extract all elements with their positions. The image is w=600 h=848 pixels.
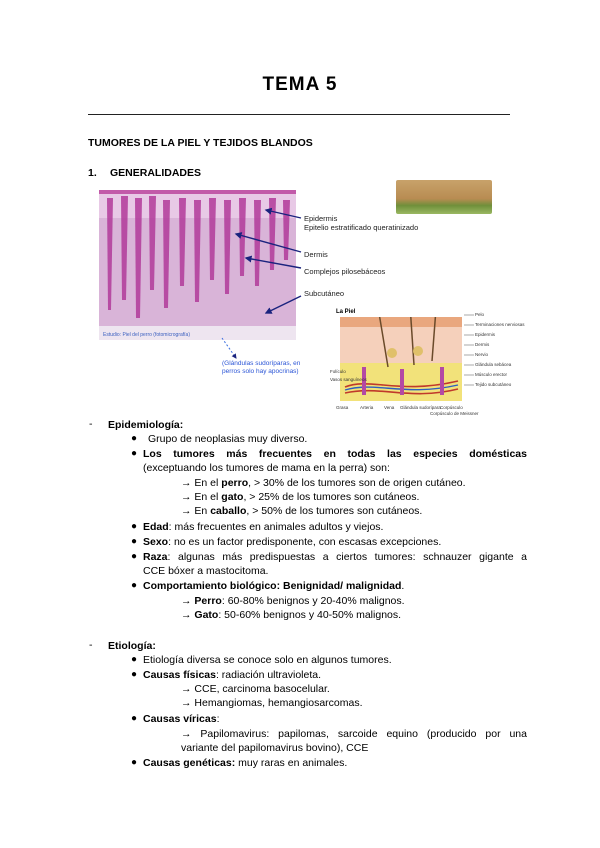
title-divider [88,114,510,115]
diagram-label-1: Terminaciones nerviosas [475,322,525,327]
skin-diagram [330,293,526,415]
bold-term: Edad [143,521,169,533]
diagram-label-3: Dermis [475,342,490,347]
line-rest: : no es un factor predisponente, con escasas excepciones. [168,536,442,548]
skin-figure [96,178,526,416]
dog-photo [396,180,492,214]
dash-marker: - [89,418,93,430]
bold-term: Sexo [143,536,169,548]
epi-item-2-rest: (exceptuando los tumores de mama en la perra) son: [143,462,390,474]
epi-item-2-bold: Los tumores más frecuentes en todas las especies domésticas [143,448,527,460]
diagram-label-8: Folículo [330,369,346,374]
eti-fisicas-b: → Hemangiomas, hemangiosarcomas. [181,697,363,709]
epi-gato-2 [181,608,401,622]
diagram-label-12: Vena [384,405,395,410]
arrow-prefix: → En el [181,491,222,503]
arrow-prefix: → [181,595,195,607]
glandulas-line-2: perros solo hay apocrinas) [222,368,299,375]
bullet: ● [131,433,138,444]
diagram-label-10: Grasa [336,405,349,410]
diagram-label-15: Corpúsculo de Meissner [430,411,479,416]
line-rest: : 50-60% benignos y 40-50% malignos. [218,609,402,621]
eti-viricas-a2: variante del papilomavirus bovino), CCE [181,742,369,754]
eti-fisicas-a: → CCE, carcinoma basocelular. [181,683,330,695]
line-rest: . [401,580,405,592]
epi-item-1: Grupo de neoplasias muy diverso. [148,433,308,445]
arrow-prefix: → En el [181,477,222,489]
epi-sexo [143,535,441,549]
line-rest: : 60-80% benignos y 20-40% malignos. [221,595,405,607]
page-title: TEMA 5 [262,74,338,95]
bold-term: Gato [194,609,219,621]
label-complejos: Complejos pilosebáceos [304,267,386,276]
epidemiologia-heading: Epidemiología: [108,419,184,431]
eti-geneticas [143,756,347,770]
label-epidermis: Epidermis [304,214,338,223]
etiologia-heading: Etiología: [108,640,156,652]
epi-caballo [181,504,422,518]
label-dermis: Dermis [304,250,328,259]
line-rest: : algunas más predispuestas a ciertos tumores: schnauzer gigante a [167,551,527,563]
bullet: ● [131,536,138,547]
diagram-label-2: Epidermis [475,332,496,337]
epi-gato [181,490,419,504]
bullet: ● [131,448,138,459]
glandulas-line-1: (Glándulas sudoríparas, en [222,360,301,367]
arrow-prefix: → En [181,505,211,517]
bold-term: Comportamiento biológico: Benignidad/ malignidad [143,580,402,592]
bullet: ● [131,521,138,532]
diagram-label-14: Corpúsculo [440,405,463,410]
bold-term: perro [221,477,249,489]
diagram-label-0: Pelo [475,312,485,317]
bold-term: Causas físicas [143,669,216,681]
epi-perro [181,476,466,490]
arrow-prefix: → [181,609,195,621]
bullet: ● [131,669,138,680]
section-label: GENERALIDADES [110,167,202,179]
diagram-label-7: Tejido subcutáneo [475,382,512,387]
bold-term: Raza [143,551,168,563]
epi-edad [143,520,383,534]
diagram-label-9: Vasos sanguíneos [330,377,367,382]
bullet: ● [131,757,138,768]
label-epitelio: Epitelio estratificado queratinizado [304,223,419,232]
bullet: ● [131,551,138,562]
epi-raza [143,550,527,564]
diagram-label-5: Glándula sebácea [475,362,512,367]
dash-marker: - [89,639,93,651]
bold-term: caballo [210,505,247,517]
bold-term: gato [221,491,244,503]
line-rest: , > 50% de los tumores son cutáneos. [246,505,423,517]
bullet: ● [131,654,138,665]
bold-term: Causas víricas [143,713,217,725]
label-arrows [96,178,316,378]
eti-fisicas [143,668,321,682]
section-number: 1. [88,167,97,179]
histology-caption: Estudio: Piel del perro (fotomicrografía) [103,332,190,338]
line-rest: , > 25% de los tumores son cutáneos. [243,491,420,503]
skin-block [340,317,462,401]
bullet: ● [131,713,138,724]
diagram-label-11: Arteria [360,405,374,410]
bold-term: Perro [194,595,222,607]
epi-raza-2: CCE bóxer a mastocitoma. [143,565,269,577]
diagram-label-6: Músculo erector [475,372,508,377]
eti-viricas [143,712,219,726]
line-rest: : [216,713,220,725]
diagram-label-13: Glándula sudorípara [400,405,441,410]
diagram-title: La Piel [336,309,356,315]
diagram-label-4: Nervio [475,352,489,357]
glandulas-note [222,360,300,376]
bold-term: Causas genéticas: [143,757,236,769]
section-heading: TUMORES DE LA PIEL Y TEJIDOS BLANDOS [88,137,313,149]
bullet: ● [131,580,138,591]
eti-viricas-a1: → Papilomavirus: papilomas, sarcoide equino (producido por una [181,728,527,740]
epi-perro-2 [181,594,405,608]
label-subcutaneo: Subcutáneo [304,289,345,298]
line-rest: : más frecuentes en animales adultos y viejos. [168,521,384,533]
eti-item-1: Etiología diversa se conoce solo en algunos tumores. [143,654,392,666]
line-rest: , > 30% de los tumores son de origen cutáneo. [248,477,466,489]
epi-comportamiento [143,579,404,593]
line-rest: muy raras en animales. [235,757,348,769]
line-rest: : radiación ultravioleta. [215,669,322,681]
